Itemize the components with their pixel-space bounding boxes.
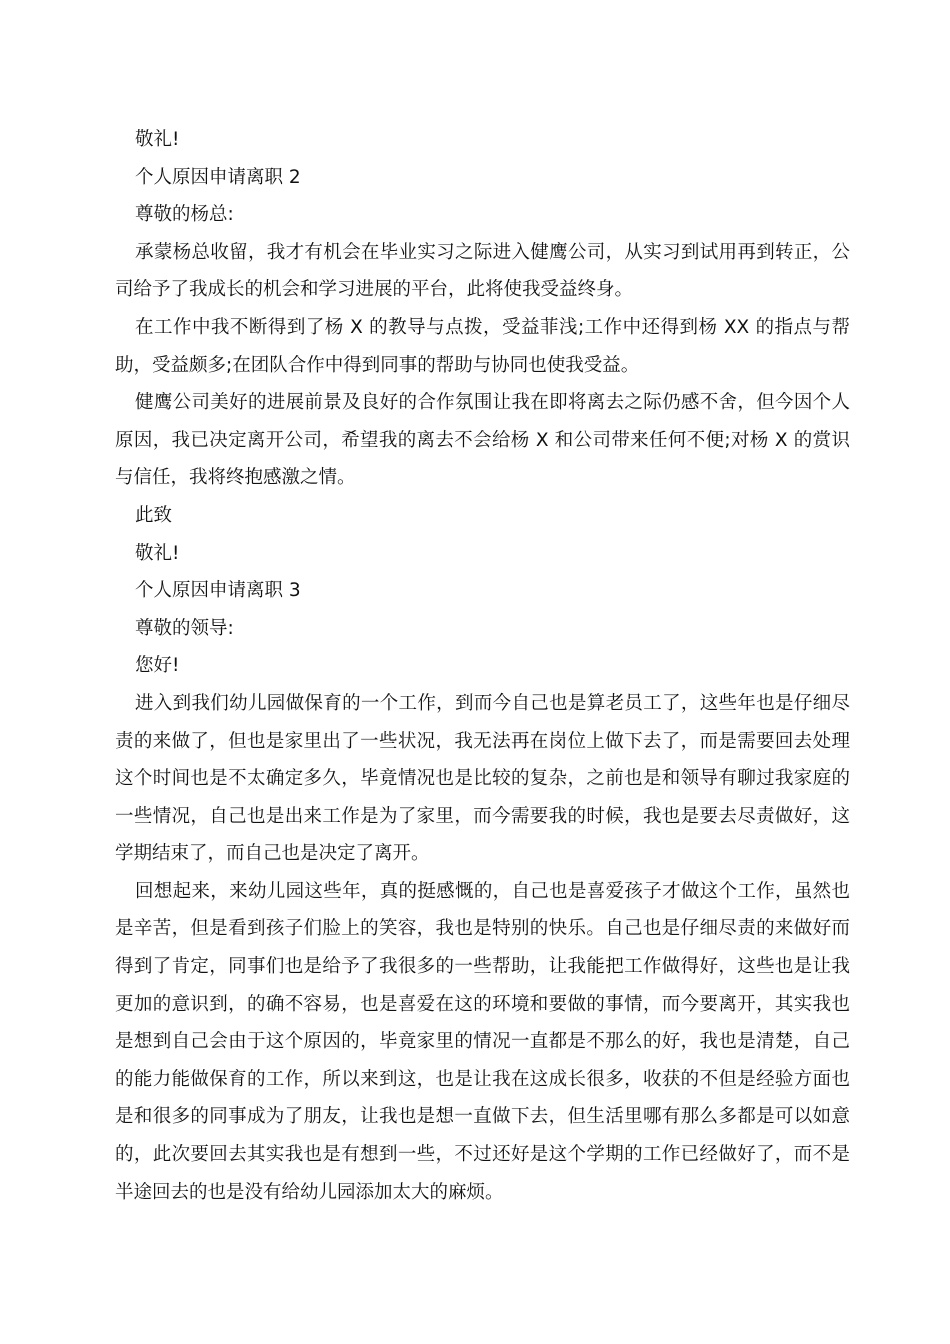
body-paragraph: 健鹰公司美好的进展前景及良好的合作氛围让我在即将离去之际仍感不舍，但今因个人原因，我已决定离开公司，希望我的离去不会给杨 X 和公司带来任何不便;对杨 X 的赏识与信任，我将终抱感激之情。 bbox=[115, 392, 850, 489]
salutation: 尊敬的杨总: bbox=[135, 204, 234, 226]
greeting: 您好! bbox=[135, 655, 180, 677]
body-paragraph: 承蒙杨总收留，我才有机会在毕业实习之际进入健鹰公司，从实习到试用再到转正，公司给予了我成长的机会和学习进展的平台，此将使我受益终身。 bbox=[115, 241, 850, 301]
letter-heading-3: 个人原因申请离职 3 bbox=[135, 580, 301, 602]
body-paragraph: 回想起来，来幼儿园这些年，真的挺感慨的，自己也是喜爱孩子才做这个工作，虽然也是辛苦，但是看到孩子们脸上的笑容，我也是特别的快乐。自己也是仔细尽责的来做好而得到了肯定，同事们也是给予了我很多的一些帮助，让我能把工作做得好，这些也是让我更加的意识到，的确不容易，也是喜爱在这的环境和要做的事情，而今要离开，其实我也是想到自己会由于这个原因的，毕竟家里的情况一直都是不那么的好，我也是清楚，自己的能力能做保育的工作，所以来到这，也是让我在这成长很多，收获的不但是经验方面也是和很多的同事成为了朋友，让我也是想一直做下去，但生活里哪有那么多都是可以如意的，此次要回去其实我也是有想到一些，不过还好是这个学期的工作已经做好了，而不是半途回去的也是没有给幼儿园添加太大的麻烦。 bbox=[115, 880, 850, 1203]
closing-salute: 敬礼! bbox=[135, 542, 180, 564]
letter-heading-2: 个人原因申请离职 2 bbox=[135, 166, 301, 188]
body-paragraph: 进入到我们幼儿园做保育的一个工作，到而今自己也是算老员工了，这些年也是仔细尽责的来做了，但也是家里出了一些状况，我无法再在岗位上做下去了，而是需要回去处理这个时间也是不太确定多久，毕竟情况也是比较的复杂，之前也是和领导有聊过我家庭的一些情况，自己也是出来工作是为了家里，而今需要我的时候，我也是要去尽责做好，这学期结束了，而自己也是决定了离开。 bbox=[115, 692, 850, 865]
document-body bbox=[115, 121, 850, 1211]
salutation: 尊敬的领导: bbox=[135, 617, 234, 639]
body-paragraph: 在工作中我不断得到了杨 X 的教导与点拨，受益菲浅;工作中还得到杨 XX 的指点与帮助，受益颇多;在团队合作中得到同事的帮助与协同也使我受益。 bbox=[115, 316, 850, 376]
closing-salute: 敬礼! bbox=[135, 129, 180, 150]
closing-phrase: 此致 bbox=[135, 504, 173, 526]
